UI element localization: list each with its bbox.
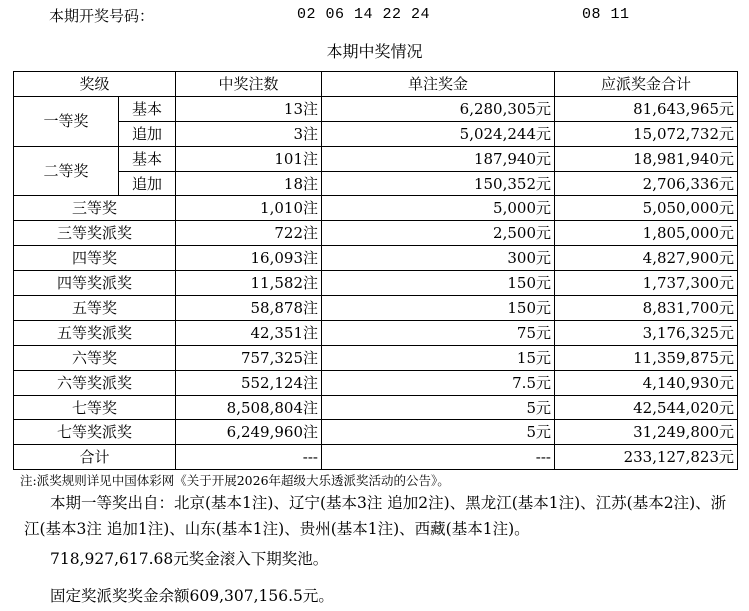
prize-cell: 150元 — [322, 271, 555, 296]
count-cell: 16,093注 — [176, 246, 322, 271]
count-cell: 552,124注 — [176, 370, 322, 395]
total-cell: 18,981,940元 — [555, 146, 738, 171]
total-cell: 11,359,875元 — [555, 345, 738, 370]
total-cell: 15,072,732元 — [555, 121, 738, 146]
header-count: 中奖注数 — [176, 72, 322, 97]
count-cell: 101注 — [176, 146, 322, 171]
count-cell: 757,325注 — [176, 345, 322, 370]
level-cell: 七等奖 — [14, 395, 176, 420]
level-cell: 六等奖派奖 — [14, 370, 176, 395]
fixed-pool-paragraph — [24, 583, 734, 609]
header-level: 奖级 — [14, 72, 176, 97]
total-cell: 8,831,700元 — [555, 296, 738, 321]
level-cell: 二等奖 — [14, 146, 119, 196]
level-cell: 合计 — [14, 445, 176, 470]
table-row — [14, 345, 738, 370]
prize-cell: 6,280,305元 — [322, 96, 555, 121]
prize-cell: 5元 — [322, 420, 555, 445]
prize-cell: 300元 — [322, 246, 555, 271]
total-cell: 4,140,930元 — [555, 370, 738, 395]
fixed-pool-text: 固定奖派奖奖金余额609,307,156.5元。 — [50, 587, 334, 605]
sub-level-cell: 基本 — [119, 146, 176, 171]
winners-text: 本期一等奖出自：北京(基本1注)、辽宁(基本3注 追加2注)、黑龙江(基本1注)、江苏(基本2注)、浙江(基本3注 追加1注)、山东(基本1注)、贵州(基本1注)、西藏(基本1注)。 — [24, 494, 727, 538]
total-cell: 31,249,800元 — [555, 420, 738, 445]
count-cell: 6,249,960注 — [176, 420, 322, 445]
draw-label: 本期开奖号码： — [49, 7, 155, 25]
prize-cell: 5元 — [322, 395, 555, 420]
rollover-paragraph — [24, 546, 734, 572]
table-row — [14, 246, 738, 271]
total-cell: 3,176,325元 — [555, 320, 738, 345]
level-cell: 三等奖派奖 — [14, 221, 176, 246]
table-row — [14, 171, 738, 196]
total-cell: 42,544,020元 — [555, 395, 738, 420]
table-row — [14, 395, 738, 420]
prize-cell: 5,024,244元 — [322, 121, 555, 146]
table-row — [14, 271, 738, 296]
sub-level-cell: 追加 — [119, 171, 176, 196]
table-row — [14, 121, 738, 146]
total-cell: 5,050,000元 — [555, 196, 738, 221]
prize-cell: --- — [322, 445, 555, 470]
table-row — [14, 420, 738, 445]
prize-cell: 5,000元 — [322, 196, 555, 221]
rollover-text: 718,927,617.68元奖金滚入下期奖池。 — [50, 550, 329, 568]
table-row — [14, 146, 738, 171]
count-cell: 8,508,804注 — [176, 395, 322, 420]
prize-cell: 2,500元 — [322, 221, 555, 246]
prize-cell: 150元 — [322, 296, 555, 321]
count-cell: 3注 — [176, 121, 322, 146]
level-cell: 一等奖 — [14, 96, 119, 146]
level-cell: 三等奖 — [14, 196, 176, 221]
total-cell: 2,706,336元 — [555, 171, 738, 196]
level-cell: 五等奖派奖 — [14, 320, 176, 345]
prize-cell: 187,940元 — [322, 146, 555, 171]
total-cell: 81,643,965元 — [555, 96, 738, 121]
prize-table — [13, 71, 738, 470]
total-cell: 1,737,300元 — [555, 271, 738, 296]
count-cell: 13注 — [176, 96, 322, 121]
table-row — [14, 96, 738, 121]
count-cell: 18注 — [176, 171, 322, 196]
count-cell: --- — [176, 445, 322, 470]
prize-cell: 75元 — [322, 320, 555, 345]
level-cell: 五等奖 — [14, 296, 176, 321]
total-cell: 233,127,823元 — [555, 445, 738, 470]
table-row — [14, 221, 738, 246]
level-cell: 四等奖 — [14, 246, 176, 271]
count-cell: 11,582注 — [176, 271, 322, 296]
header-prize: 单注奖金 — [322, 72, 555, 97]
table-title: 本期中奖情况 — [326, 42, 423, 61]
level-cell: 四等奖派奖 — [14, 271, 176, 296]
prize-cell: 7.5元 — [322, 370, 555, 395]
footnote: 注:派奖规则详见中国体彩网《关于开展2026年超级大乐透派奖活动的公告》。 — [20, 473, 450, 488]
total-cell: 1,805,000元 — [555, 221, 738, 246]
prize-cell: 150,352元 — [322, 171, 555, 196]
level-cell: 七等奖派奖 — [14, 420, 176, 445]
total-cell: 4,827,900元 — [555, 246, 738, 271]
header-total: 应派奖金合计 — [555, 72, 738, 97]
table-row — [14, 196, 738, 221]
count-cell: 42,351注 — [176, 320, 322, 345]
count-cell: 722注 — [176, 221, 322, 246]
prize-cell: 15元 — [322, 345, 555, 370]
back-numbers: 08 11 — [582, 6, 630, 23]
table-row — [14, 296, 738, 321]
winners-paragraph — [24, 490, 734, 542]
sub-level-cell: 基本 — [119, 96, 176, 121]
table-row — [14, 320, 738, 345]
table-row — [14, 370, 738, 395]
level-cell: 六等奖 — [14, 345, 176, 370]
count-cell: 58,878注 — [176, 296, 322, 321]
table-total-row — [14, 445, 738, 470]
sub-level-cell: 追加 — [119, 121, 176, 146]
table-header-row — [14, 72, 738, 97]
count-cell: 1,010注 — [176, 196, 322, 221]
front-numbers: 02 06 14 22 24 — [297, 6, 431, 23]
